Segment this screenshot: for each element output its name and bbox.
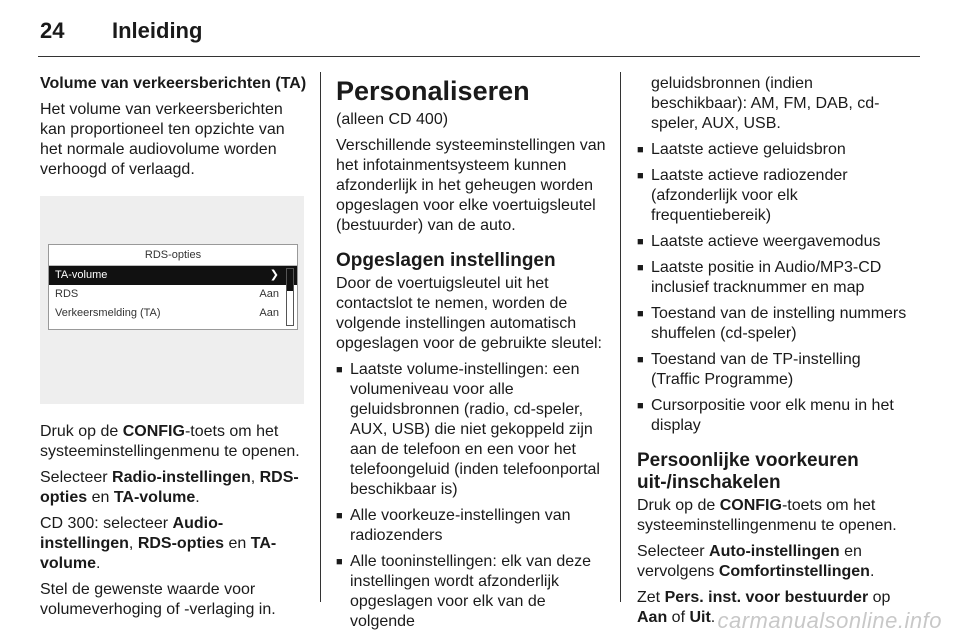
list-continuation: geluidsbronnen (indien beschikbaar): AM, FM, DAB, cd-speler, AUX, USB. (651, 75, 880, 132)
list-item: ■ Alle voorkeuze-instellingen van radiozenders (336, 506, 606, 546)
list-item: ■ Cursorpositie voor elk menu in het display (637, 396, 907, 436)
saved-settings-list (336, 360, 606, 632)
instruction-set-value: Stel de gewenste waarde voor volumeverhoging of -verlaging in. (40, 581, 276, 618)
chapter-title: Inleiding (112, 18, 203, 43)
rds-row-rds (49, 285, 297, 304)
section-title-personaliseren: Personaliseren (336, 76, 530, 106)
rds-row-ta-volume (49, 266, 297, 285)
instruction-cd300: CD 300: selecteer Audio-instellingen, RDS-opties en TA-volume. (40, 515, 277, 572)
ta-volume-intro: Het volume van verkeersberichten kan proportioneel ten opzichte van het normale audiovolume worden verhoogd of verlaagd. (40, 101, 285, 178)
list-item: ■ Alle tooninstellingen: elk van deze instellingen wordt afzonderlijk opgeslagen voor elk van de volgende (336, 552, 606, 632)
rds-menu-title: RDS-opties (49, 245, 297, 266)
list-item: ■ Laatste positie in Audio/MP3-CD inclusief tracknummer en map (637, 258, 907, 298)
page-header (40, 18, 202, 48)
list-item: ■ Laatste actieve radiozender (afzonderlijk voor elk frequentiebereik) (637, 166, 907, 226)
rds-options-menu (48, 244, 298, 330)
instruction-set-driver: Zet Pers. inst. voor bestuurder op Aan of Uit. (637, 589, 891, 626)
rds-row-label: TA-volume (55, 269, 108, 281)
chevron-right-icon: ❯ (269, 269, 279, 281)
rds-row-value: Aan (259, 288, 279, 300)
instruction-config: Druk op de CONFIG-toets om het systeeminstellingenmenu te openen. (40, 423, 300, 460)
saved-settings-list-cont (637, 140, 907, 436)
page-number: 24 (40, 18, 65, 43)
personaliseren-intro: Verschillende systeeminstellingen van het infotainmentsysteem kunnen afzonderlijk in het geheugen worden opgeslagen voor elke voertuigsleutel (bestuurder) van de auto. (336, 137, 606, 234)
list-item: ■ Laatste volume-instellingen: een volumeniveau voor alle geluidsbronnen (radio, cd-speler, AUX, USB) die niet gekoppeld zijn aan de telefoon en een voor het telefoongeluid (inden telefoonportal beschikbaar is) (336, 360, 606, 500)
section-heading-ta-volume: Volume van verkeersberichten (TA) (40, 75, 307, 92)
rds-row-label: Verkeersmelding (TA) (55, 307, 161, 319)
display-screenshot (40, 196, 304, 404)
instruction-select: Selecteer Radio-instellingen, RDS-opties en TA-volume. (40, 469, 299, 506)
column-right (637, 74, 907, 634)
heading-persoonlijke-voorkeuren: Persoonlijke voorkeuren uit-/inschakelen (637, 450, 859, 493)
header-rule (38, 56, 920, 57)
list-item: ■ Laatste actieve geluidsbron (637, 140, 907, 160)
column-left (40, 74, 308, 626)
menu-scrollbar (286, 268, 294, 326)
column-divider-2 (620, 72, 621, 602)
rds-row-label: RDS (55, 288, 79, 300)
watermark: carmanualsonline.info (717, 608, 942, 633)
heading-opgeslagen-instellingen: Opgeslagen instellingen (336, 250, 556, 271)
rds-row-value: Aan (259, 307, 279, 319)
section-subtitle: (alleen CD 400) (336, 111, 449, 128)
instruction-select-2: Selecteer Auto-instellingen en vervolgens Comfortinstellingen. (637, 543, 875, 580)
list-item: ■ Toestand van de instelling nummers shuffelen (cd-speler) (637, 304, 907, 344)
list-item: ■ Toestand van de TP-instelling (Traffic Programme) (637, 350, 907, 390)
list-item: ■ Laatste actieve weergavemodus (637, 232, 907, 252)
rds-row-ta (49, 304, 297, 323)
instruction-config-2: Druk op de CONFIG-toets om het systeeminstellingenmenu te openen. (637, 497, 897, 534)
column-divider-1 (320, 72, 321, 602)
column-middle (336, 74, 606, 638)
opgeslagen-intro: Door de voertuigsleutel uit het contactslot te nemen, worden de volgende instellingen automatisch opgeslagen voor de gebruikte sleutel: (336, 275, 602, 352)
